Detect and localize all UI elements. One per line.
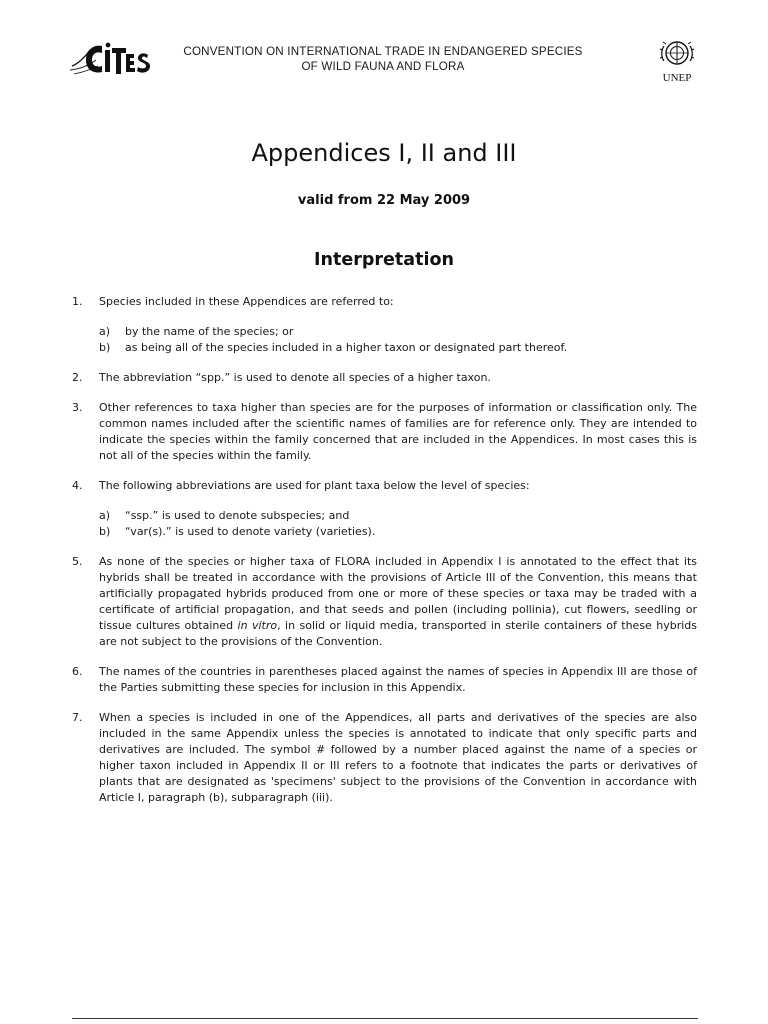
list-item [72, 400, 697, 464]
sub-item-letter: b) [99, 525, 111, 538]
sub-item-text: “ssp.” is used to denote subspecies; and [125, 509, 350, 522]
sub-item-letter: a) [99, 509, 111, 522]
cites-logo [68, 36, 150, 84]
sub-item [99, 324, 697, 340]
item-text: The abbreviation “spp.” is used to denote all species of a higher taxon. [99, 371, 491, 384]
sub-item-text: as being all of the species included in a higher taxon or designated part thereof. [125, 341, 568, 354]
item-number: 3. [72, 401, 83, 414]
item-text-part: , in solid or liquid media, transported in sterile containers of these hybrids are not subject to the provisions of the Convention. [99, 619, 697, 648]
item-number: 5. [72, 555, 83, 568]
convention-header [170, 44, 596, 74]
item-text: Other references to taxa higher than species are for the purposes of information or classification only. The common names included after the scientific names of families are for reference only. They are intended to indicate the species within the family concerned that are included in the Appendices. In most cases this is not all of the species within the family. [99, 401, 697, 462]
header-line-1: CONVENTION ON INTERNATIONAL TRADE IN ENDANGERED SPECIES [183, 45, 583, 58]
item-text-italic: in vitro [237, 619, 278, 632]
item-text: The following abbreviations are used for plant taxa below the level of species: [99, 479, 530, 492]
item-number: 6. [72, 665, 83, 678]
list-item [72, 554, 697, 650]
sub-item-text: “var(s).” is used to denote variety (varieties). [125, 525, 376, 538]
sub-item-text: by the name of the species; or [125, 325, 294, 338]
footer-divider [72, 1018, 698, 1019]
list-item [72, 710, 697, 806]
sub-list [99, 324, 697, 356]
item-number: 2. [72, 371, 83, 384]
item-text: When a species is included in one of the Appendices, all parts and derivatives of the species are also included in the same Appendix unless the species is annotated to indicate that only specific parts and derivatives are included. The symbol # followed by a number placed against the name of a species or higher taxon included in Appendix II or III refers to a footnote that indicates the parts or derivatives of plants that are designated as 'specimens' subject to the provisions of the Convention in accordance with Article I, paragraph (b), subparagraph (iii). [99, 711, 697, 804]
sub-item [99, 508, 697, 524]
page-title: Appendices I, II and III [251, 139, 517, 167]
list-item [72, 294, 697, 356]
item-number: 7. [72, 711, 83, 724]
item-text-part: As none of the species or higher taxa of FLORA included in Appendix I is annotated to the effect that its hybrids shall be treated in accordance with the provisions of Article III of the Convention, this means that artificially propagated hybrids produced from one or more of these species or taxa may be traded with a certificate of artificial propagation, and that seeds and pollen (including pollinia), cut flowers, seedling or tissue cultures obtained [99, 555, 697, 632]
item-text: Species included in these Appendices are referred to: [99, 295, 394, 308]
item-text: The names of the countries in parentheses placed against the names of species in Appendix III are those of the Parties submitting these species for inclusion in this Appendix. [99, 665, 697, 694]
validity-date: valid from 22 May 2009 [297, 193, 471, 208]
item-number: 1. [72, 295, 83, 308]
sub-list [99, 508, 697, 540]
list-item [72, 370, 697, 386]
list-item [72, 478, 697, 540]
item-text [99, 554, 697, 650]
unep-logo [652, 36, 702, 86]
sub-item-letter: b) [99, 341, 111, 354]
section-heading: Interpretation [314, 250, 454, 270]
sub-item [99, 340, 697, 356]
item-number: 4. [72, 479, 83, 492]
sub-item-letter: a) [99, 325, 111, 338]
interpretation-list [72, 294, 697, 820]
sub-item [99, 524, 697, 540]
unep-logo-text: UNEP [662, 72, 692, 84]
list-item [72, 664, 697, 696]
header-line-2: OF WILD FAUNA AND FLORA [301, 60, 465, 73]
